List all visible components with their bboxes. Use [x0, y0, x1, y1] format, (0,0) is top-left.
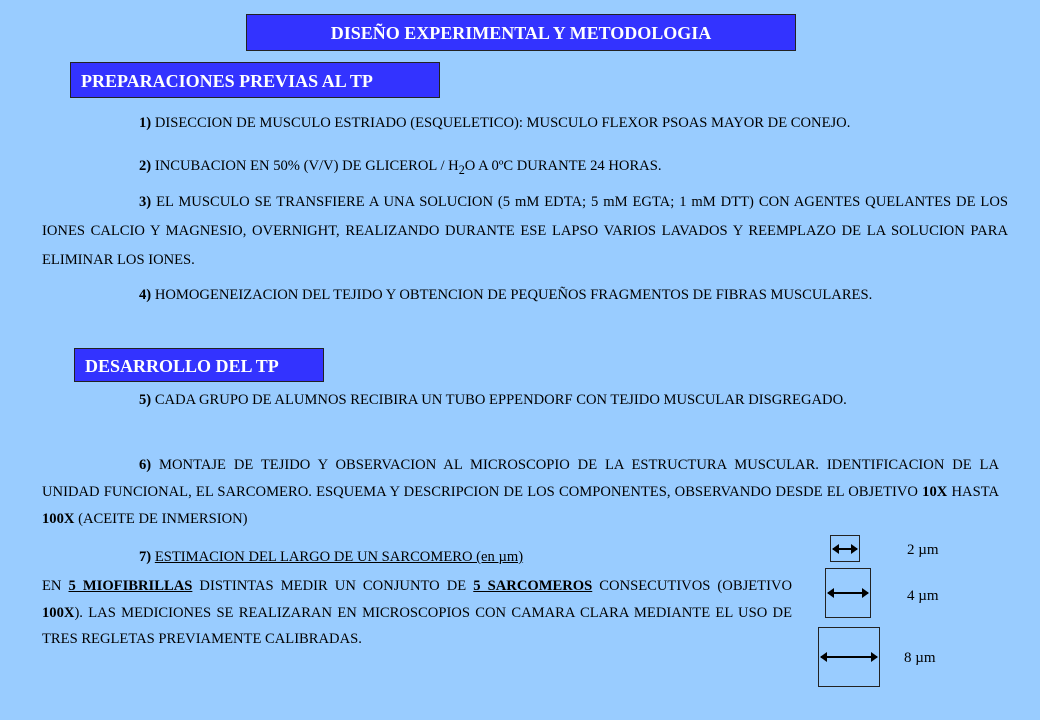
step-number: 1) [139, 115, 152, 131]
step-7-heading [139, 546, 779, 568]
step-3 [42, 188, 1008, 275]
step-text: EL MUSCULO SE TRANSFIERE A UNA SOLUCION (5 mM EDTA; 5 mM EGTA; 1 mM DTT) CON AGENTES QUELANTES DE LOS IONES CALCIO Y MAGNESIO, OVERNIGHT, REALIZANDO DURANTE ESE LAPSO VARIOS LAVADOS Y REEMPLAZO DE LA SOLUCION PARA ELIMINAR LOS IONES. [42, 194, 1008, 268]
double-arrow-icon [821, 656, 877, 658]
text-seg: DISTINTAS MEDIR UN CONJUNTO DE [192, 578, 474, 594]
scale-box-4um [825, 568, 871, 618]
step-7-text [42, 573, 792, 653]
step-text-cont: HASTA [947, 484, 999, 500]
double-arrow-icon [828, 592, 868, 594]
objective-100x: 100X [42, 511, 75, 527]
step-text-cont: O A 0ºC DURANTE 24 HORAS. [464, 158, 662, 174]
text-seg: CONSECUTIVOS (OBJETIVO [592, 578, 793, 594]
step-6 [42, 452, 999, 533]
text-seg: EN [42, 578, 69, 594]
double-arrow-icon [833, 548, 857, 550]
step-1 [42, 108, 999, 138]
text-seg: ). LAS MEDICIONES SE REALIZARAN EN MICROSCOPIOS CON CAMARA CLARA MEDIANTE EL USO DE TRES REGLETAS PREVIAMENTE CALIBRADAS. [42, 604, 792, 647]
step-text: INCUBACION EN 50% (V/V) DE GLICEROL / H [154, 158, 459, 174]
step-number: 3) [139, 194, 152, 210]
step-number: 6) [139, 457, 152, 473]
step-5 [42, 387, 999, 414]
step-4 [42, 284, 999, 306]
section-heading-desarrollo: DESARROLLO DEL TP [74, 348, 324, 382]
objective-10x: 10X [922, 484, 948, 500]
scale-label-8um: 8 µm [904, 650, 936, 666]
section-heading-preparaciones: PREPARACIONES PREVIAS AL TP [70, 62, 440, 98]
step-text: MONTAJE DE TEJIDO Y OBSERVACION AL MICROSCOPIO DE LA ESTRUCTURA MUSCULAR. IDENTIFICACION DE LA UNIDAD FUNCIONAL, EL SARCOMERO. ESQUEMA Y DESCRIPCION DE LOS COMPONENTES, OBSERVANDO DESDE EL OBJETIVO [42, 457, 999, 500]
subscript: 2 [458, 162, 465, 177]
scale-label-4um: 4 µm [907, 588, 939, 604]
highlight-sarcomeros: 5 SARCOMEROS [473, 578, 593, 594]
step-number: 5) [139, 392, 152, 408]
scale-box-8um [818, 627, 880, 687]
step-text: CADA GRUPO DE ALUMNOS RECIBIRA UN TUBO EPPENDORF CON TEJIDO MUSCULAR DISGREGADO. [154, 392, 847, 408]
step-number: 7) [139, 549, 152, 565]
highlight-miofibrillas: 5 MIOFIBRILLAS [68, 578, 193, 594]
step-text: DISECCION DE MUSCULO ESTRIADO (ESQUELETICO): MUSCULO FLEXOR PSOAS MAYOR DE CONEJO. [154, 115, 851, 131]
scale-label-2um: 2 µm [907, 542, 939, 558]
step-2 [139, 155, 999, 181]
step-heading-text: ESTIMACION DEL LARGO DE UN SARCOMERO (en µm) [154, 549, 524, 565]
scale-box-2um [830, 535, 860, 562]
step-text: HOMOGENEIZACION DEL TEJIDO Y OBTENCION DE PEQUEÑOS FRAGMENTOS DE FIBRAS MUSCULARES. [154, 287, 873, 303]
step-number: 2) [139, 158, 152, 174]
objective-100x: 100X [42, 604, 75, 621]
step-text-end: (ACEITE DE INMERSION) [74, 511, 248, 527]
step-number: 4) [139, 287, 152, 303]
page-title: DISEÑO EXPERIMENTAL Y METODOLOGIA [246, 14, 796, 51]
